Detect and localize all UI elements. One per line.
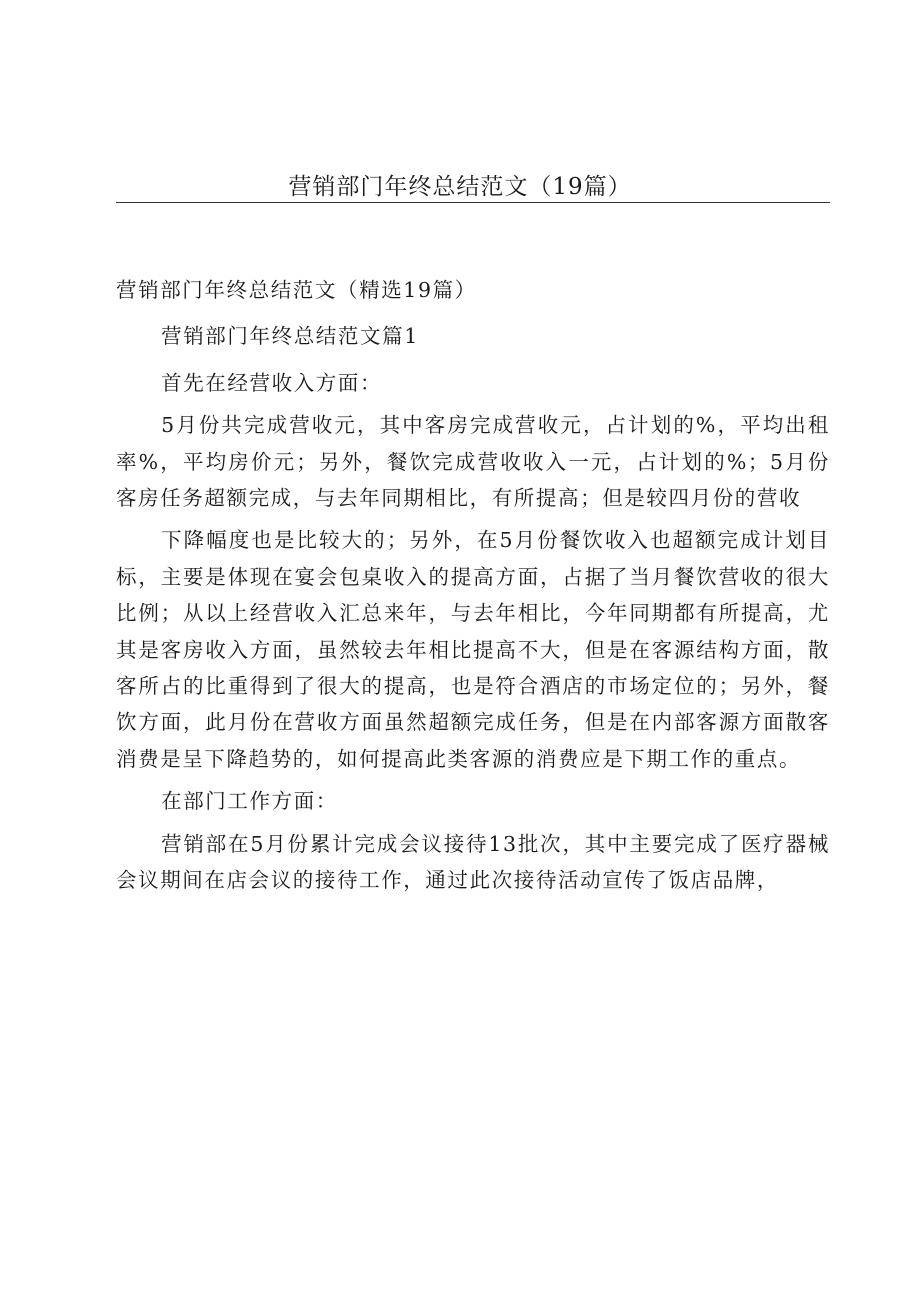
paragraph-3: 下降幅度也是比较大的；另外，在5月份餐饮收入也超额完成计划目标，主要是体现在宴会包桌收入的提高方面，占据了当月餐饮营收的很大比例；从以上经营收入汇总来年，与去年相比，今年同期都有所提高，尤其是客房收入方面，虽然较去年相比提高不大，但是在客源结构方面，散客所占的比重得到了很大的提高，也是符合酒店的市场定位的；另外，餐饮方面，此月份在营收方面虽然超额完成任务，但是在内部客源方面散客消费是呈下降趋势的，如何提高此类客源的消费应是下期工作的重点。 (116, 528, 830, 771)
document-heading: 营销部门年终总结范文（精选19篇） (116, 278, 477, 302)
paragraph-1: 首先在经营收入方面： (161, 370, 383, 395)
paragraph-5: 营销部在5月份累计完成会议接待13批次，其中主要完成了医疗器械会议期间在店会议的接待工作，通过此次接待活动宣传了饭店品牌， (116, 831, 830, 893)
section-title: 营销部门年终总结范文篇1 (161, 324, 419, 349)
title-underline (116, 202, 830, 203)
paragraph-2: 5月份共完成营收元，其中客房完成营收元，占计划的%，平均出租率%，平均房价元；另外，餐饮完成营收收入一元，占计划的%；5月份客房任务超额完成，与去年同期相比，有所提高；但是较四月份的营收 (116, 413, 830, 511)
document-body (116, 272, 830, 905)
document-title: 营销部门年终总结范文（19篇） (288, 174, 632, 200)
paragraph-4: 在部门工作方面： (161, 789, 338, 814)
